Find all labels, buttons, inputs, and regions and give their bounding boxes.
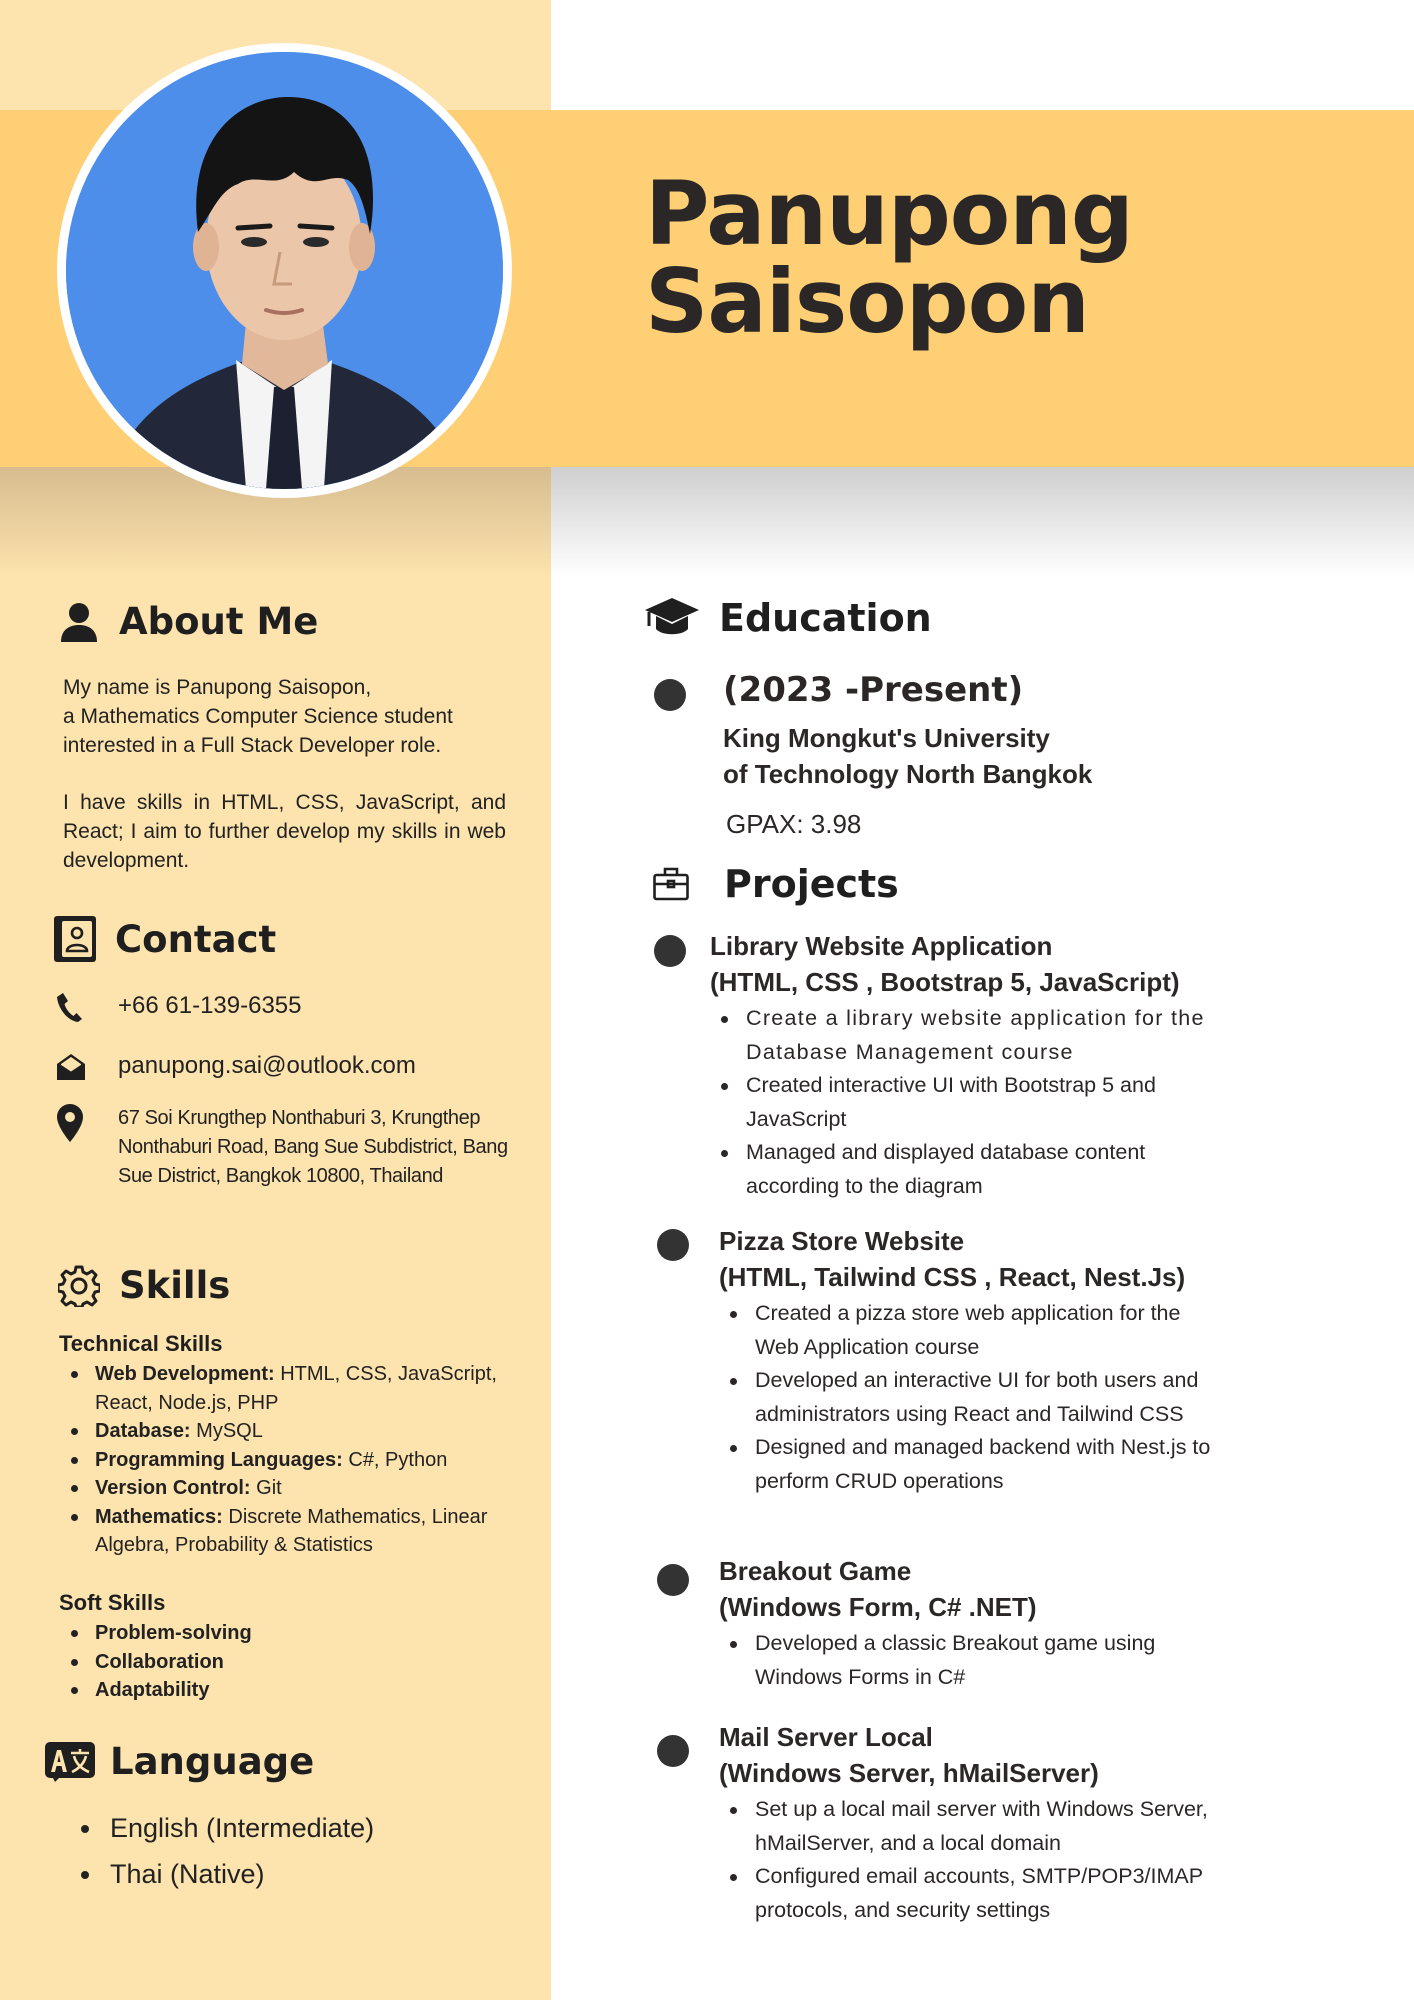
skill-label: Mathematics:: [95, 1505, 223, 1528]
skill-item: [59, 1446, 509, 1475]
skill-label: Version Control:: [95, 1477, 251, 1499]
project-bullet-text: Configured email accounts, SMTP/POP3/IMAP protocols, and security settings: [719, 1860, 1219, 1927]
contact-book-icon: [53, 916, 97, 962]
project-bullets: [710, 1002, 1230, 1203]
technical-skills-list: [59, 1360, 509, 1560]
soft-skill-label: Problem-solving: [95, 1622, 252, 1644]
project-bullet-text: Designed and managed backend with Nest.js to perform CRUD operations: [719, 1431, 1219, 1498]
education-heading-text: Education: [719, 596, 932, 640]
contact-phone[interactable]: [57, 991, 302, 1023]
project-bullet: [657, 1564, 689, 1596]
language-list: [75, 1805, 374, 1897]
phone-icon: [57, 991, 97, 1023]
about-line-1: My name is Panupong Saisopon,: [63, 676, 372, 699]
project-bullet-text: Developed a classic Breakout game using Windows Forms in C#: [719, 1627, 1219, 1694]
project-stack: (Windows Server, hMailServer): [719, 1758, 1099, 1788]
translate-icon: [44, 1742, 96, 1782]
project-bullet-text: Created a pizza store web application for the Web Application course: [719, 1297, 1219, 1364]
contact-email[interactable]: [57, 1051, 416, 1083]
profile-photo-image: [66, 52, 503, 489]
about-paragraph-2: I have skills in HTML, CSS, JavaScript, and React; I aim to further develop my skills in web development.: [63, 791, 506, 872]
soft-skills-list: [59, 1619, 509, 1705]
soft-skill-item: [59, 1648, 509, 1677]
skill-label: Programming Languages:: [95, 1448, 343, 1471]
soft-skill-label: Adaptability: [95, 1679, 210, 1701]
about-heading-text: About Me: [119, 600, 319, 643]
language-heading-text: Language: [110, 1740, 315, 1783]
project-stack: (Windows Form, C# .NET): [719, 1592, 1037, 1622]
skill-item: [59, 1503, 509, 1560]
location-pin-icon: [57, 1104, 97, 1144]
school-line-2: of Technology North Bangkok: [723, 759, 1093, 789]
contact-address: [57, 1104, 518, 1191]
school-line-1: King Mongkut's University: [723, 723, 1050, 753]
education-heading: [645, 596, 932, 640]
project-item: [710, 928, 1230, 1203]
project-bullet-text: Managed and displayed database content according to the diagram: [710, 1136, 1230, 1203]
soft-skill-item: [59, 1619, 509, 1648]
technical-skills-title: Technical Skills: [59, 1331, 223, 1356]
soft-skills-title: Soft Skills: [59, 1590, 166, 1615]
project-bullet-text: Set up a local mail server with Windows Server, hMailServer, and a local domain: [719, 1793, 1219, 1860]
soft-skill-item: [59, 1676, 509, 1705]
project-bullets: [719, 1297, 1219, 1498]
projects-heading-text: Projects: [724, 862, 899, 906]
about-line-3: interested in a Full Stack Developer role.: [63, 734, 442, 757]
project-stack: (HTML, CSS , Bootstrap 5, JavaScript): [710, 967, 1180, 997]
project-title: Breakout Game: [719, 1556, 912, 1586]
project-item: [719, 1719, 1219, 1927]
user-icon: [57, 602, 101, 642]
projects-heading: [652, 862, 899, 906]
project-bullet-text: Create a library website application for the Database Management course: [710, 1002, 1230, 1069]
graduation-cap-icon: [645, 596, 699, 640]
project-bullets: [719, 1627, 1219, 1694]
project-item: [719, 1223, 1219, 1498]
skill-label: Database:: [95, 1420, 191, 1442]
about-paragraph-1: [63, 673, 506, 760]
address-text: 67 Soi Krungthep Nonthaburi 3, Krungthep Nonthaburi Road, Bang Sue Subdistrict, Bang Sue District, Bangkok 10800, Thailand: [118, 1107, 508, 1187]
project-bullet-text: Created interactive UI with Bootstrap 5 and JavaScript: [710, 1069, 1230, 1136]
project-title: Pizza Store Website: [719, 1226, 965, 1256]
contact-heading: [53, 916, 276, 962]
skill-value: HTML, CSS, JavaScript, React, Node.js, PHP: [95, 1363, 497, 1414]
project-stack: (HTML, Tailwind CSS , React, Nest.Js): [719, 1262, 1186, 1292]
skill-value: Discrete Mathematics, Linear Algebra, Probability & Statistics: [95, 1505, 488, 1556]
email-text[interactable]: panupong.sai@outlook.com: [118, 1052, 416, 1079]
last-name: Saisopon: [645, 250, 1089, 353]
skill-item: [59, 1417, 509, 1446]
project-bullets: [719, 1793, 1219, 1927]
contact-heading-text: Contact: [115, 917, 277, 961]
name-title: [645, 162, 1133, 353]
education-gpax: GPAX: 3.98: [726, 809, 862, 839]
education-school: [723, 720, 1092, 792]
skills-heading: [57, 1264, 230, 1307]
about-heading: [57, 600, 318, 643]
language-item: Thai (Native): [75, 1851, 374, 1897]
profile-photo: [57, 43, 512, 498]
briefcase-icon: [652, 867, 690, 901]
education-bullet: [654, 679, 686, 711]
project-bullet: [654, 935, 686, 967]
first-name: Panupong: [645, 162, 1133, 265]
shadow-right: [551, 467, 1414, 577]
skill-value: Git: [250, 1477, 282, 1499]
phone-text[interactable]: +66 61-139-6355: [118, 992, 302, 1019]
project-title: Library Website Application: [710, 931, 1053, 961]
project-title: Mail Server Local: [719, 1722, 933, 1752]
about-line-2: a Mathematics Computer Science student: [63, 705, 453, 728]
skill-value: C#, Python: [342, 1448, 448, 1471]
soft-skill-label: Collaboration: [95, 1650, 224, 1673]
language-heading: [44, 1740, 314, 1783]
skill-item: [59, 1360, 509, 1417]
skill-label: Web Development:: [95, 1363, 275, 1385]
envelope-icon: [57, 1051, 97, 1083]
skills-heading-text: Skills: [119, 1264, 231, 1307]
gear-icon: [57, 1265, 101, 1307]
project-bullet: [657, 1229, 689, 1261]
project-bullet-text: Developed an interactive UI for both users and administrators using React and Tailwind CSS: [719, 1364, 1219, 1431]
language-item: English (Intermediate): [75, 1805, 374, 1851]
skill-item: [59, 1474, 509, 1503]
education-period: (2023 -Present): [723, 670, 1024, 710]
skill-value: MySQL: [190, 1420, 263, 1442]
project-bullet: [657, 1735, 689, 1767]
project-item: [719, 1553, 1219, 1694]
